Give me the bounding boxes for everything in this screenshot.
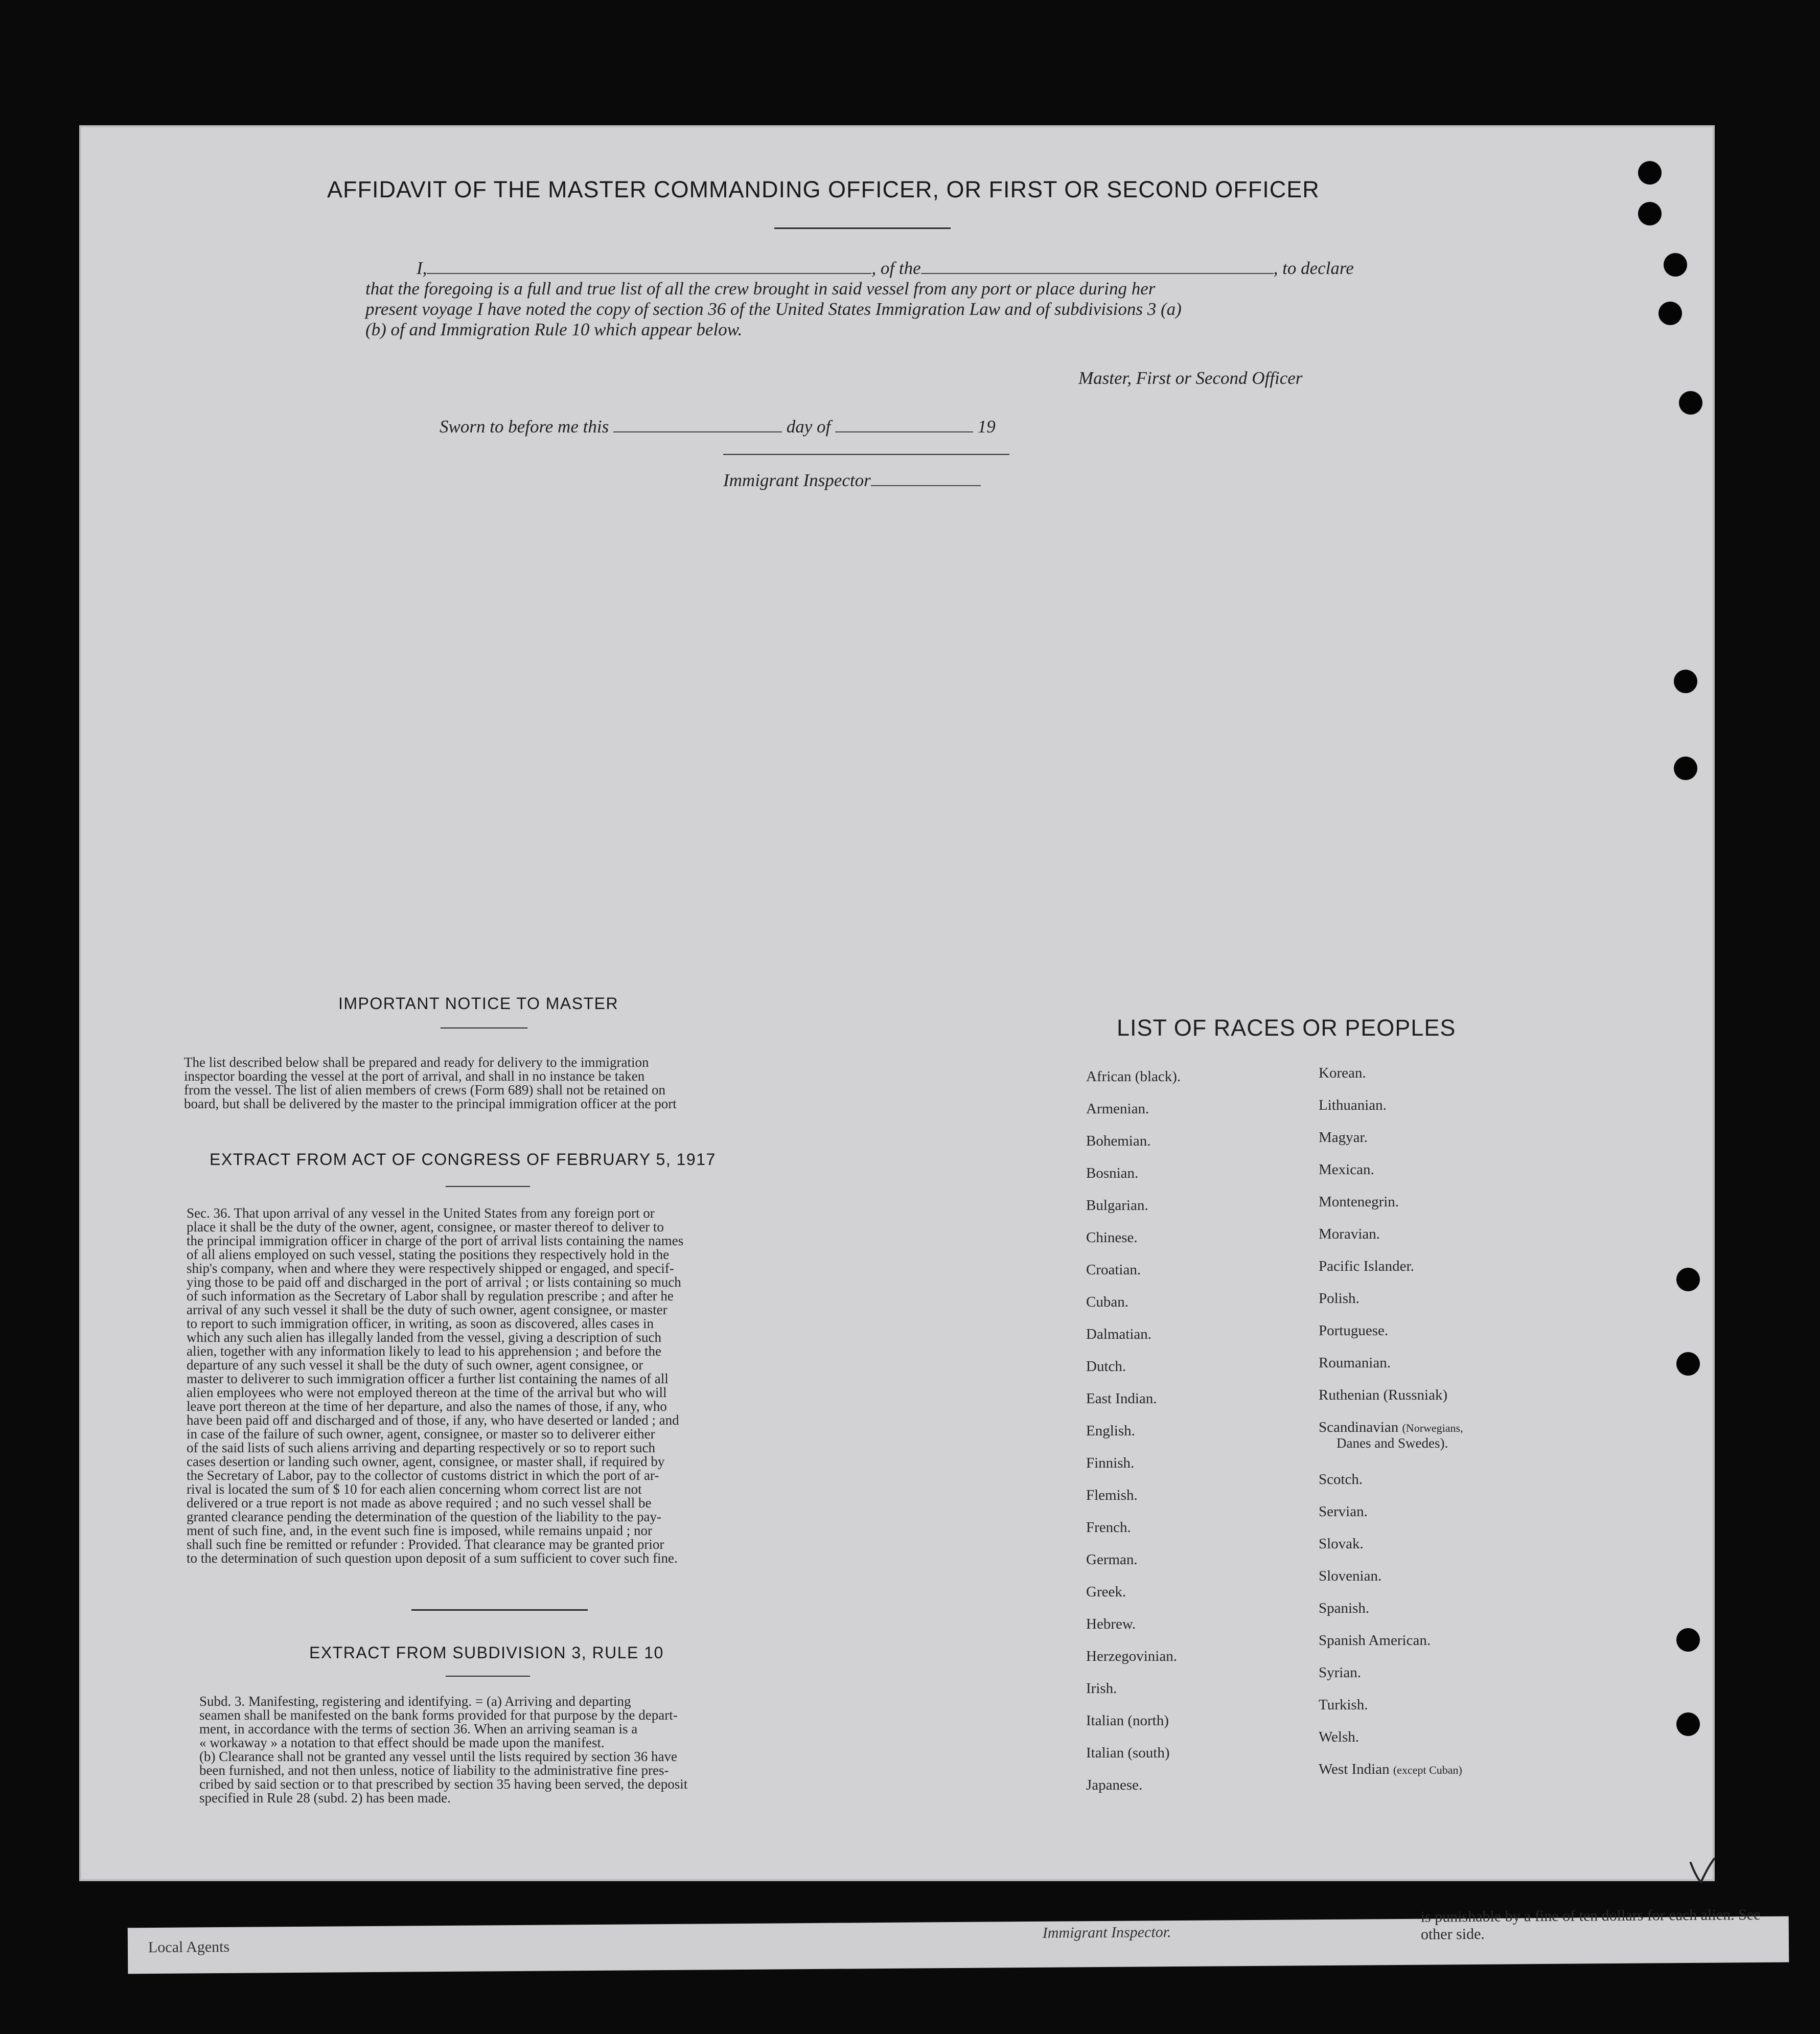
race-item: East Indian. <box>1086 1390 1157 1407</box>
document-page <box>79 125 1715 1881</box>
rule-line: ment, in accordance with the terms of section 36. When an arriving seaman is a <box>199 1721 638 1736</box>
race-item: Finnish. <box>1086 1455 1135 1471</box>
race-item: Portuguese. <box>1319 1322 1389 1339</box>
act-line: have been paid off and discharged and of those, if any, who have deserted or landed ; and <box>187 1412 679 1428</box>
race-item: Slovak. <box>1319 1536 1364 1552</box>
act-line: in case of the failure of such owner, agent, consignee, or master so to deliverer either <box>187 1426 655 1442</box>
affidavit-of-the: , of the <box>871 258 921 278</box>
race-item: Dutch. <box>1086 1358 1126 1375</box>
inspector-signature-line <box>723 454 1009 455</box>
punch-hole <box>1674 670 1697 693</box>
rule-line: cribed by said section or to that prescribed by section 35 having been served, the deposit <box>199 1776 688 1792</box>
rule-line: seamen shall be manifested on the bank forms provided for that purpose by the depart- <box>199 1707 678 1723</box>
inspector-label-text: Immigrant Inspector <box>723 470 871 490</box>
inspector-label <box>723 470 981 491</box>
rule-underline <box>446 1676 530 1677</box>
act-underline <box>446 1186 530 1187</box>
race-item: Herzegovinian. <box>1086 1648 1177 1664</box>
race-item: Greek. <box>1086 1584 1126 1600</box>
act-line: alien, together with any information likely to lead to his apprehension ; and before the <box>187 1343 661 1359</box>
affidavit-line-1 <box>417 258 1354 279</box>
rule-line: (b) Clearance shall not be granted any vessel until the lists required by section 36 have <box>199 1749 677 1764</box>
act-heading: EXTRACT FROM ACT OF CONGRESS OF FEBRUARY 5, 1917 <box>210 1150 716 1169</box>
act-line: alien employees who were not employed thereon at the time of the arrival but who will <box>187 1385 667 1400</box>
act-line: the Secretary of Labor, pay to the collector of customs district in which the port of ar- <box>187 1468 659 1483</box>
act-line: ment of such fine, and, in the event such fine is imposed, while remains unpaid ; nor <box>187 1523 653 1538</box>
notice-body <box>184 1056 800 1111</box>
notice-line: inspector boarding the vessel at the port of arrival, and shall in no instance be taken <box>184 1068 645 1084</box>
affidavit-to-declare: , to declare <box>1273 258 1354 278</box>
name-blank <box>427 273 871 274</box>
act-line: master to deliverer to such immigration officer a further list containing the names of all <box>187 1371 669 1386</box>
race-item: Ruthenian (Russniak) <box>1319 1387 1448 1403</box>
race-item: Croatian. <box>1086 1262 1141 1278</box>
race-item: Lithuanian. <box>1319 1097 1387 1113</box>
race-item: Turkish. <box>1319 1697 1368 1713</box>
race-item: West Indian <box>1319 1761 1390 1777</box>
strip-right-text: is punishable by a fine of ten dollars for each alien. See other side. <box>1420 1906 1761 1943</box>
affidavit-i: I, <box>417 258 427 278</box>
act-line: granted clearance pending the determination of the question of the liability to the pay- <box>187 1509 661 1524</box>
act-line: place it shall be the duty of the owner, agent, consignee, or master thereof to deliver to <box>187 1219 664 1235</box>
punch-hole <box>1676 1712 1700 1736</box>
act-line: delivered or a true report is not made as above required ; and no such vessel shall be <box>187 1495 652 1511</box>
title-underline <box>774 227 951 229</box>
race-item: Bosnian. <box>1086 1165 1139 1181</box>
notice-heading: IMPORTANT NOTICE TO MASTER <box>338 994 619 1013</box>
race-item: English. <box>1086 1423 1135 1439</box>
act-line: Sec. 36. That upon arrival of any vessel in the United States from any foreign port or <box>187 1205 655 1221</box>
day-of-text: day of <box>786 417 831 437</box>
punch-hole <box>1638 202 1662 225</box>
race-item: Pacific Islander. <box>1319 1258 1414 1274</box>
act-line: ship's company, when and where they were respectively shipped or engaged, and specif- <box>187 1261 674 1276</box>
race-item-west-indian <box>1319 1761 1462 1778</box>
race-item: Bohemian. <box>1086 1133 1151 1149</box>
act-line: which any such alien has illegally landed from the vessel, giving a description of such <box>187 1330 662 1345</box>
race-item: Korean. <box>1319 1065 1366 1081</box>
race-item: Syrian. <box>1319 1664 1361 1681</box>
affidavit-line-2: that the foregoing is a full and true list of all the crew brought in said vessel from any port or place during her <box>365 279 1156 299</box>
race-item: Welsh. <box>1319 1729 1360 1745</box>
master-signature-label: Master, First or Second Officer <box>1078 368 1303 388</box>
punch-hole <box>1676 1268 1700 1291</box>
notice-underline <box>441 1027 527 1029</box>
strip-middle-text: Immigrant Inspector. <box>1042 1924 1171 1941</box>
race-item: Chinese. <box>1086 1229 1138 1246</box>
notice-line: board, but shall be delivered by the master to the principal immigration officer at the port <box>184 1096 677 1111</box>
race-item: French. <box>1086 1519 1131 1536</box>
race-item: Scandinavian <box>1319 1419 1399 1435</box>
race-item: Montenegrin. <box>1319 1194 1399 1210</box>
race-item: Magyar. <box>1319 1129 1368 1146</box>
race-item: Cuban. <box>1086 1294 1128 1310</box>
race-item: Italian (north) <box>1086 1712 1169 1729</box>
race-item: Moravian. <box>1319 1226 1380 1242</box>
affidavit-title: AFFIDAVIT OF THE MASTER COMMANDING OFFICER, OR FIRST OR SECOND OFFICER <box>327 176 1320 202</box>
race-item: Dalmatian. <box>1086 1326 1152 1342</box>
act-line: rival is located the sum of $ 10 for each alien concerning whom correct list are not <box>187 1481 642 1497</box>
race-item: Polish. <box>1319 1290 1360 1307</box>
act-line: to report to such immigration officer, in writing, as soon as discovered, alles cases in <box>187 1316 654 1331</box>
rule-line: specified in Rule 28 (subd. 2) has been made. <box>199 1790 451 1806</box>
check-mark <box>1687 1856 1717 1886</box>
affidavit-line-3: present voyage I have noted the copy of section 36 of the United States Immigration Law and of subdivisions 3 (a) <box>365 299 1182 319</box>
act-end-rule <box>411 1609 588 1611</box>
race-item-note <box>1337 1435 1448 1452</box>
race-item-note: (except Cuban) <box>1393 1764 1462 1776</box>
notice-line: The list described below shall be prepared and ready for delivery to the immigration <box>184 1055 649 1070</box>
race-item-note: (Norwegians, <box>1402 1422 1463 1434</box>
punch-hole <box>1664 253 1687 277</box>
act-line: arrival of any such vessel it shall be the duty of such owner, agent consignee, or master <box>187 1302 667 1317</box>
affidavit-line-4: (b) of and Immigration Rule 10 which appear below. <box>365 319 743 339</box>
race-item: Flemish. <box>1086 1487 1138 1503</box>
act-line: of such information as the Secretary of Labor shall by regulation prescribe ; and after he <box>187 1288 674 1304</box>
act-line: of all aliens employed on such vessel, stating the positions they respectively hold in the <box>187 1247 670 1262</box>
race-item: Spanish American. <box>1319 1632 1431 1649</box>
race-item: Armenian. <box>1086 1101 1149 1117</box>
race-item-note-text: Danes and Swedes). <box>1337 1435 1448 1451</box>
race-item: Irish. <box>1086 1680 1117 1697</box>
punch-hole <box>1638 161 1662 185</box>
act-line: ying those to be paid off and discharged in the port of arrival ; or lists containing so much <box>187 1274 681 1290</box>
rule-line: « workaway » a notation to that effect should be made upon the manifest. <box>199 1735 605 1750</box>
race-item: German. <box>1086 1551 1138 1568</box>
act-body <box>187 1206 805 1565</box>
month-blank <box>835 431 973 432</box>
race-item: Spanish. <box>1319 1600 1370 1616</box>
strip-left-text: Local Agents <box>148 1938 230 1956</box>
act-line: leave port thereon at the time of her departure, and also the names of those, if any, who <box>187 1399 667 1414</box>
rule-line: been furnished, and not then unless, notice of liability to the administrative fine pres- <box>199 1763 669 1778</box>
race-item: Servian. <box>1319 1503 1368 1520</box>
rule-line: Subd. 3. Manifesting, registering and identifying. = (a) Arriving and departing <box>199 1694 631 1709</box>
punch-hole <box>1679 391 1702 415</box>
act-line: to the determination of such question upon deposit of a sum sufficient to cover such fine. <box>187 1550 678 1566</box>
notice-line: from the vessel. The list of alien members of crews (Form 689) shall not be retained on <box>184 1082 666 1098</box>
rule-heading: EXTRACT FROM SUBDIVISION 3, RULE 10 <box>309 1643 664 1662</box>
sworn-text: Sworn to before me this <box>440 417 609 437</box>
act-line: departure of any such vessel it shall be the duty of such owner, agent consignee, or <box>187 1357 643 1373</box>
race-item: African (black). <box>1086 1068 1181 1085</box>
year-prefix: 19 <box>977 417 996 437</box>
race-item: Italian (south) <box>1086 1745 1170 1761</box>
underlying-page-strip <box>128 1906 1789 1974</box>
act-line: the principal immigration officer in charge of the port of arrival lists containing the names <box>187 1233 684 1248</box>
race-item: Bulgarian. <box>1086 1197 1148 1214</box>
race-item: Scotch. <box>1319 1471 1363 1488</box>
punch-hole <box>1676 1352 1700 1376</box>
vessel-blank <box>921 273 1274 274</box>
act-line: of the said lists of such aliens arriving and departing respectively or so to report such <box>187 1440 656 1455</box>
day-blank <box>613 431 782 432</box>
race-item: Hebrew. <box>1086 1616 1136 1632</box>
sworn-line <box>440 417 996 437</box>
punch-hole <box>1658 302 1682 325</box>
rule-body <box>199 1695 818 1805</box>
act-line: shall such fine be remitted or refunder : Provided. That clearance may be granted prior <box>187 1537 664 1552</box>
race-item: Roumanian. <box>1319 1355 1391 1371</box>
punch-hole <box>1676 1628 1700 1652</box>
race-item: Japanese. <box>1086 1777 1143 1793</box>
race-item-scandinavian <box>1319 1419 1463 1436</box>
punch-hole <box>1674 757 1697 780</box>
act-line: cases desertion or landing such owner, agent, consignee, or master shall, if required by <box>187 1454 665 1469</box>
inspector-blank <box>871 485 981 486</box>
races-title: LIST OF RACES OR PEOPLES <box>1117 1015 1456 1041</box>
race-item: Mexican. <box>1319 1161 1374 1178</box>
race-item: Slovenian. <box>1319 1568 1382 1584</box>
